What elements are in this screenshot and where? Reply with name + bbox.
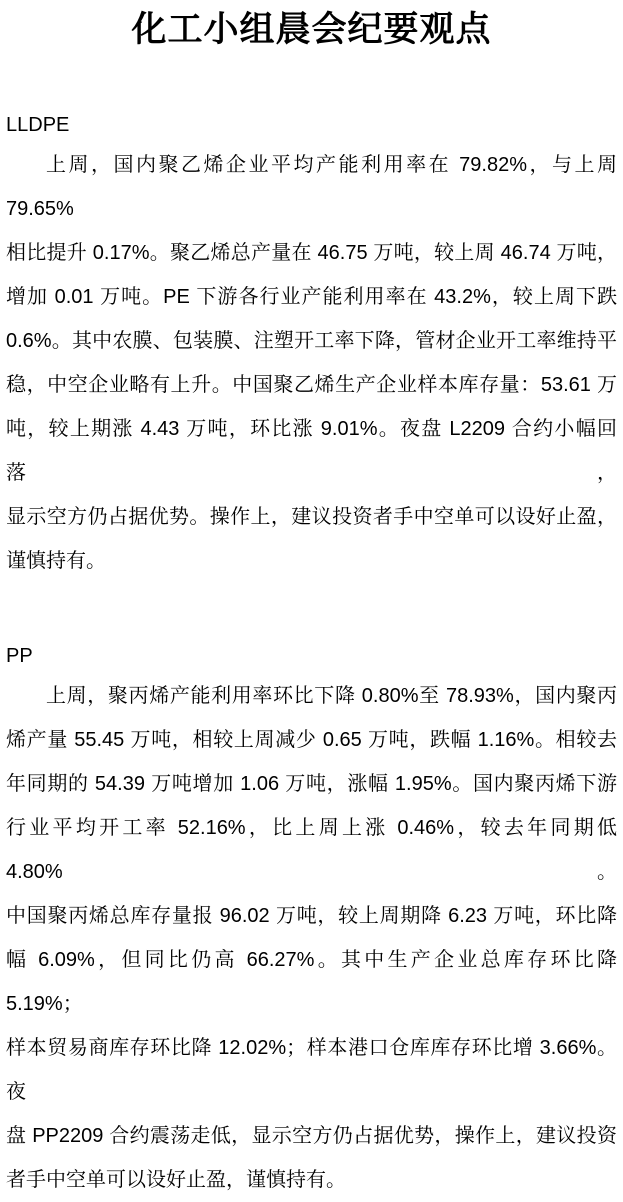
section-pp	[6, 643, 617, 1202]
page-title: 化工小组晨会纪要观点	[131, 10, 492, 49]
section-lldpe	[6, 112, 617, 583]
text-line: 上周，聚丙烯产能利用率环比下降 0.80%至 78.93%，国内聚丙	[46, 685, 617, 707]
text-line: 显示空方仍占据优势。操作上，建议投资者手中空单可以设好止盈，	[6, 506, 617, 528]
text-line: 样本贸易商库存环比降 12.02%；样本港口仓库库存环比增 3.66%。夜	[6, 1037, 617, 1103]
text-line: 者手中空单可以设好止盈，谨慎持有。	[6, 1169, 346, 1191]
text-line: 谨慎持有。	[6, 550, 106, 572]
text-line: 盘 PP2209 合约震荡走低，显示空方仍占据优势，操作上，建议投资	[6, 1125, 617, 1147]
section-heading-pp: PP	[6, 645, 33, 667]
text-line: 增加 0.01 万吨。PE 下游各行业产能利用率在 43.2%，较上周下跌	[6, 286, 617, 308]
section-heading-lldpe: LLDPE	[6, 114, 70, 136]
text-line: 0.6%。其中农膜、包装膜、注塑开工率下降，管材企业开工率维持平	[6, 330, 617, 352]
text-line: 吨，较上期涨 4.43 万吨，环比涨 9.01%。夜盘 L2209 合约小幅回落，	[6, 418, 617, 484]
text-line: 烯产量 55.45 万吨，相较上周减少 0.65 万吨，跌幅 1.16%。相较去	[6, 729, 617, 751]
text-line: 中国聚丙烯总库存量报 96.02 万吨，较上周期降 6.23 万吨，环比降	[6, 905, 617, 927]
text-line: 行业平均开工率 52.16%，比上周上涨 0.46%，较去年同期低 4.80%。	[6, 817, 617, 883]
paragraph-pp	[6, 674, 617, 1202]
text-line: 年同期的 54.39 万吨增加 1.06 万吨，涨幅 1.95%。国内聚丙烯下游	[6, 773, 617, 795]
text-line: 上周，国内聚乙烯企业平均产能利用率在 79.82%，与上周 79.65%	[6, 154, 617, 220]
text-line: 幅 6.09%，但同比仍高 66.27%。其中生产企业总库存环比降 5.19%；	[6, 949, 617, 1015]
text-line: 稳，中空企业略有上升。中国聚乙烯生产企业样本库存量：53.61 万	[6, 374, 617, 396]
text-line: 相比提升 0.17%。聚乙烯总产量在 46.75 万吨，较上周 46.74 万吨，	[6, 242, 617, 264]
paragraph-lldpe	[6, 143, 617, 583]
